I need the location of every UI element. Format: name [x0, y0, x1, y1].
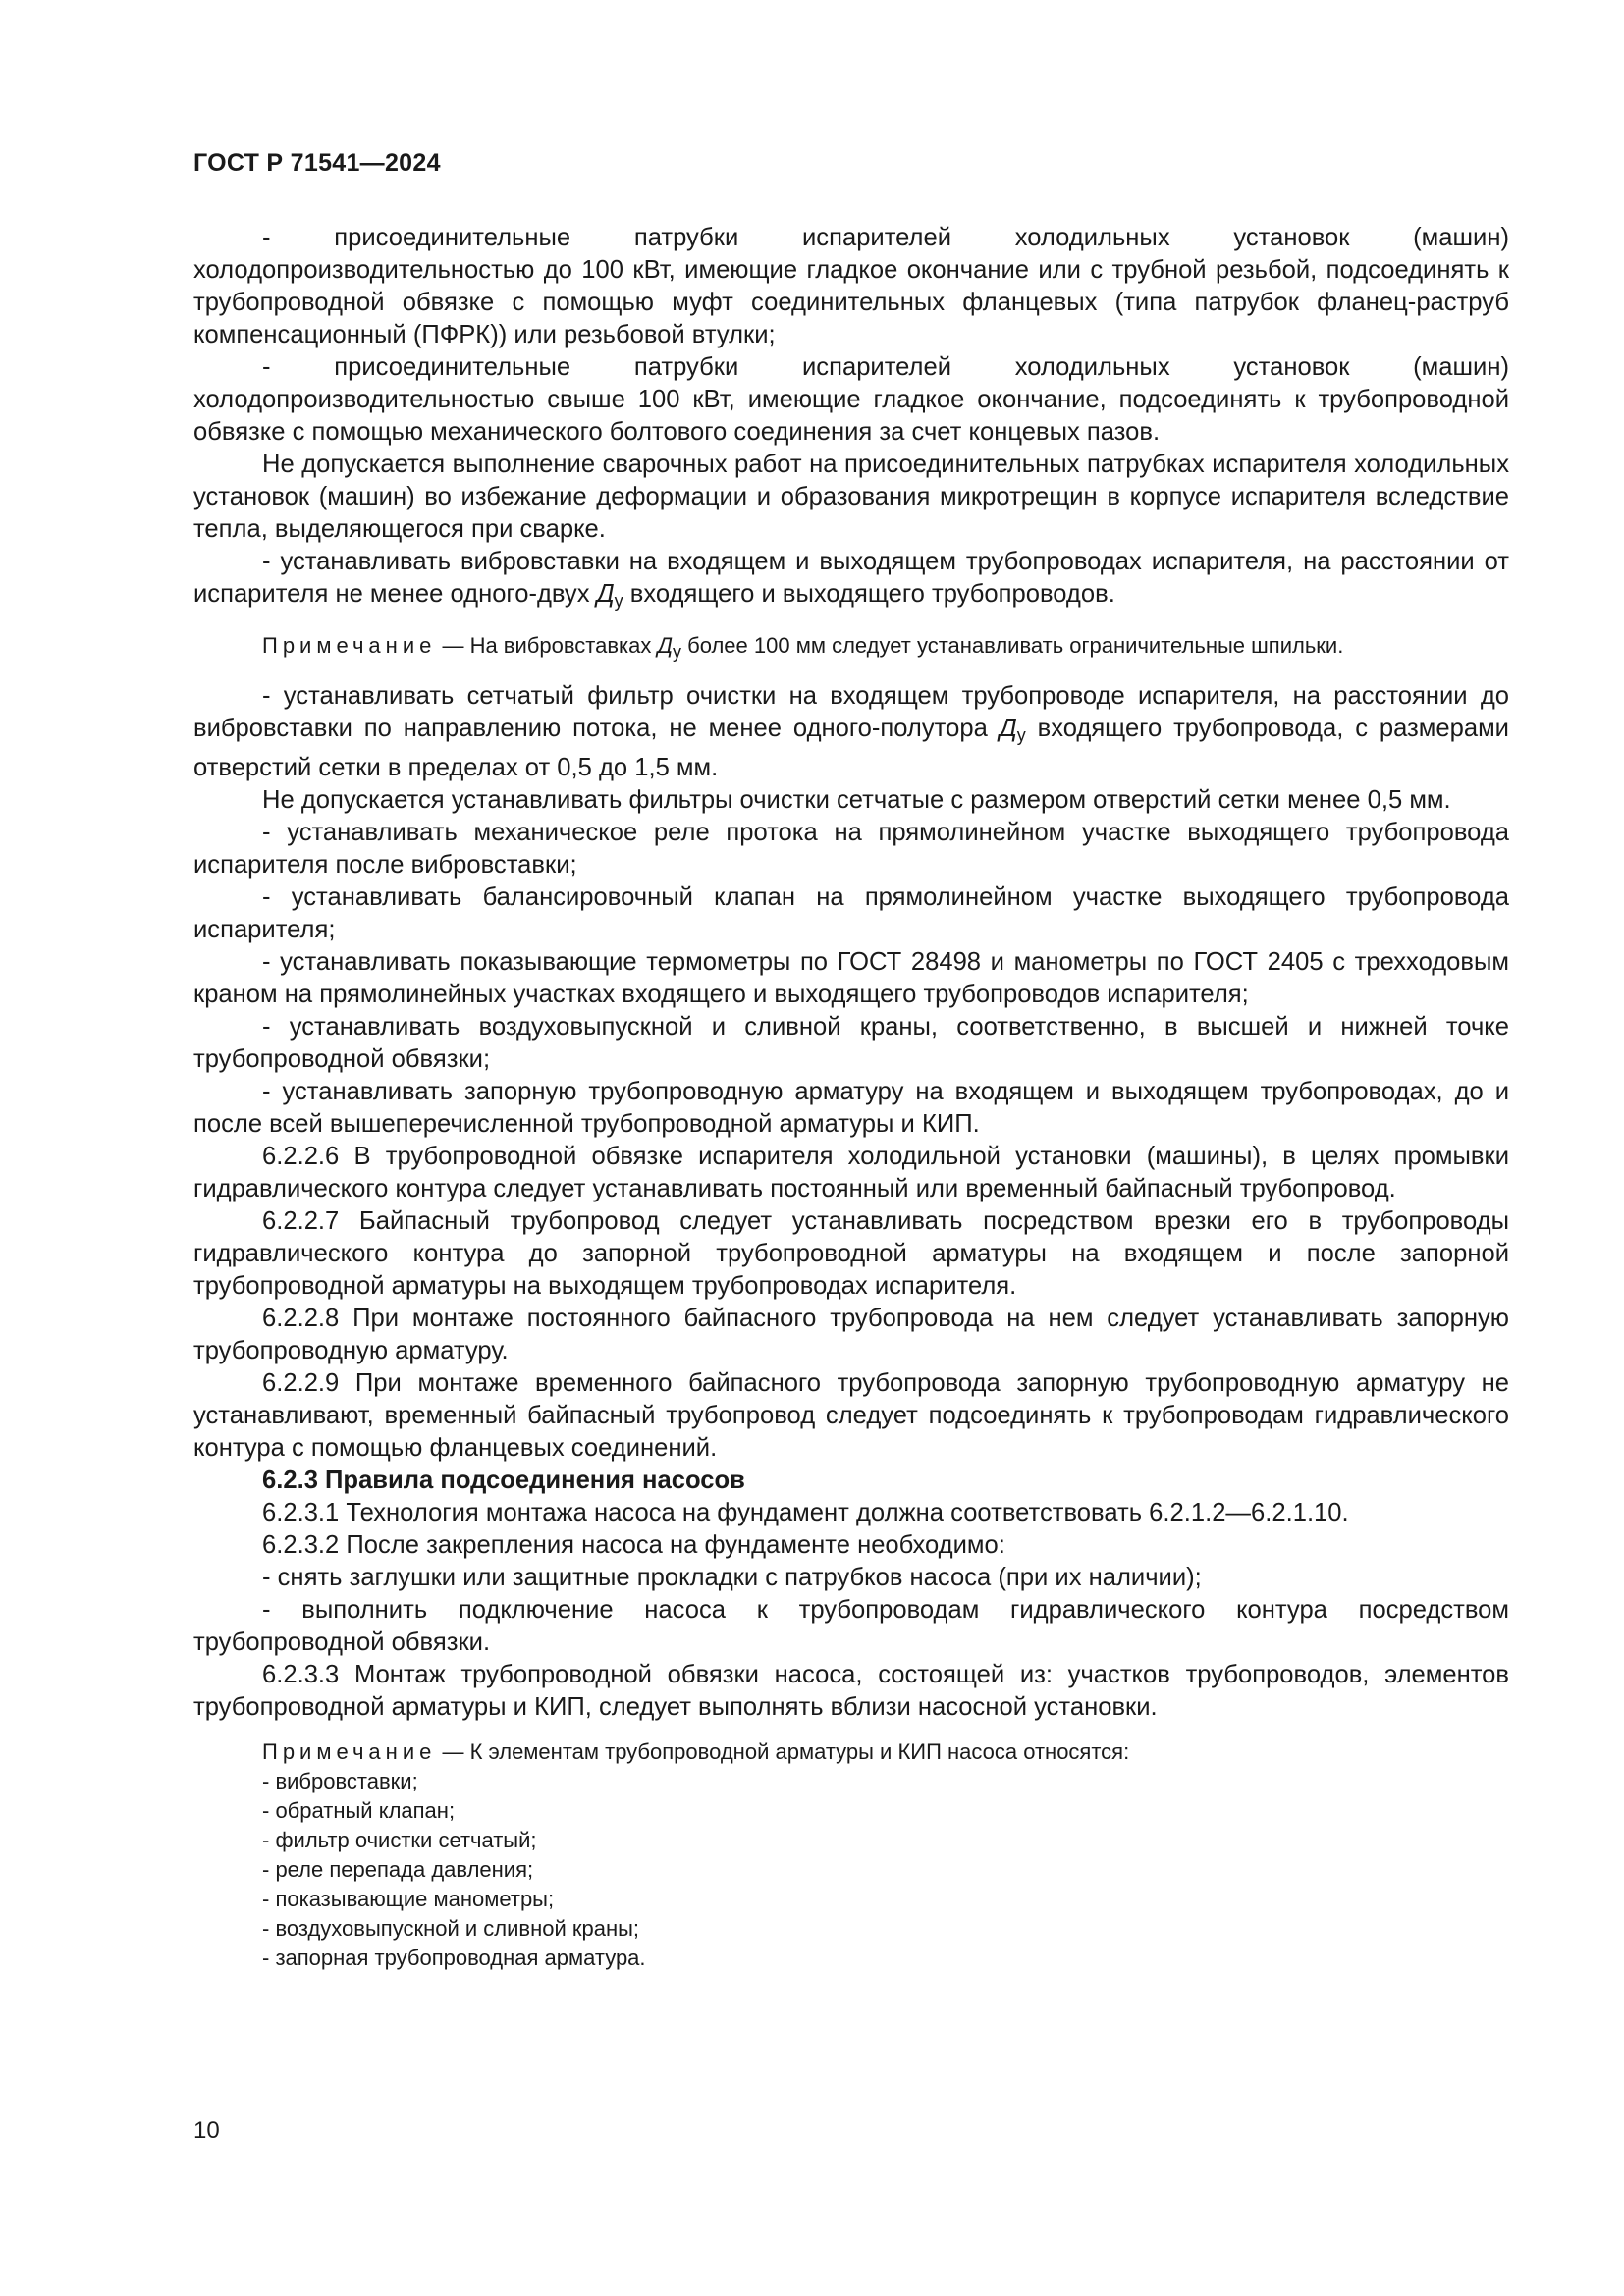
paragraph-filter	[193, 680, 1509, 784]
text-fragment: более 100 мм следует устанавливать ограничительные шпильки.	[681, 633, 1344, 658]
paragraph: 6.2.2.9 При монтаже временного байпасного трубопровода запорную трубопроводную арматуру не устанавливают, временный байпасный трубопровод следует подсоединять к трубопроводам гидравлического контура с помощью фланцевых соединений.	[193, 1369, 1509, 1462]
paragraph: 6.2.2.8 При монтаже постоянного байпасного трубопровода на нем следует устанавливать запорную трубопроводную арматуру.	[193, 1305, 1509, 1364]
paragraph: 6.2.2.7 Байпасный трубопровод следует устанавливать посредством врезки его в трубопроводы гидравлического контура до запорной трубопроводной арматуры на входящем и после запорной трубопроводной арматуры на выходящем трубопроводах испарителя.	[193, 1207, 1509, 1300]
paragraph: 6.2.3.1 Технология монтажа насоса на фундамент должна соответствовать 6.2.1.2—6.2.1.10.	[262, 1499, 1349, 1526]
paragraph: - устанавливать воздуховыпускной и сливной краны, соответственно, в высшей и нижней точке трубопроводной обвязки;	[193, 1013, 1509, 1073]
text-fragment: - устанавливать вибровставки на входящем и выходящем трубопроводах испарителя, на расстоянии от испарителя не менее одного-двух	[193, 548, 1509, 608]
paragraph: 6.2.3.2 После закрепления насоса на фундаменте необходимо:	[262, 1531, 1005, 1559]
paragraph-vibro	[193, 546, 1509, 617]
du-symbol: $Д_у$	[596, 580, 623, 611]
document-header-id: ГОСТ Р 71541—2024	[193, 149, 441, 177]
note-label: Примечание	[262, 633, 437, 658]
note-vibro	[193, 631, 1509, 667]
du-symbol: $Д_у$	[999, 715, 1026, 745]
paragraph: - присоединительные патрубки испарителей холодильных установок (машин) холодопроизводительностью до 100 кВт, имеющие гладкое окончание или с трубной резьбой, подсоединять к трубопроводной обвязке с помощью муфт соединительных фланцевых (типа патрубок фланец-раструб компенсационный (ПФРК)) или резьбовой втулки;	[193, 224, 1509, 348]
text-fragment: входящего трубопровода, с размерами отверстий сетки в пределах от 0,5 до 1,5 мм.	[193, 715, 1509, 781]
paragraph: Не допускается устанавливать фильтры очистки сетчатые с размером отверстий сетки менее 0,5 мм.	[262, 786, 1451, 814]
section-heading: 6.2.3 Правила подсоединения насосов	[262, 1467, 745, 1494]
paragraph: - выполнить подключение насоса к трубопроводам гидравлического контура посредством трубопроводной обвязки.	[193, 1596, 1509, 1656]
note-intro: Примечание — К элементам трубопроводной арматуры и КИП насоса относятся:	[262, 1739, 1130, 1764]
note-label: Примечание	[262, 1739, 437, 1764]
text-fragment: входящего и выходящего трубопроводов.	[623, 580, 1115, 608]
paragraph: - устанавливать запорную трубопроводную арматуру на входящем и выходящем трубопроводах, до и после всей вышеперечисленной трубопроводной арматуры и КИП.	[193, 1078, 1509, 1138]
list-item: - вибровставки;	[262, 1769, 418, 1793]
list-item: - воздуховыпускной и сливной краны;	[262, 1916, 640, 1941]
list-item: - обратный клапан;	[262, 1798, 456, 1823]
paragraph: - присоединительные патрубки испарителей холодильных установок (машин) холодопроизводительностью свыше 100 кВт, имеющие гладкое окончание, подсоединять к трубопроводной обвязке с помощью механического болтового соединения за счет концевых пазов.	[193, 353, 1509, 446]
list-item: - показывающие манометры;	[262, 1887, 555, 1911]
paragraph: - снять заглушки или защитные прокладки с патрубков насоса (при их наличии);	[262, 1564, 1202, 1591]
list-item: - фильтр очистки сетчатый;	[262, 1828, 537, 1852]
paragraph: Не допускается выполнение сварочных работ на присоединительных патрубках испарителя холодильных установок (машин) во избежание деформации и образования микротрещин в корпусе испарителя вследствие тепла, выделяющегося при сварке.	[193, 451, 1509, 543]
list-item: - реле перепада давления;	[262, 1857, 534, 1882]
page-number: 10	[193, 2117, 220, 2144]
du-symbol: $Д_у$	[657, 633, 681, 662]
paragraph: 6.2.2.6 В трубопроводной обвязке испарителя холодильной установки (машины), в целях промывки гидравлического контура следует устанавливать постоянный или временный байпасный трубопровод.	[193, 1143, 1509, 1202]
paragraph: - устанавливать балансировочный клапан на прямолинейном участке выходящего трубопровода испарителя;	[193, 883, 1509, 943]
note-pump-elements	[193, 1737, 1509, 1973]
paragraph: - устанавливать показывающие термометры по ГОСТ 28498 и манометры по ГОСТ 2405 с трехходовым краном на прямолинейных участках входящего и выходящего трубопроводов испарителя;	[193, 948, 1509, 1008]
paragraph: - устанавливать механическое реле протока на прямолинейном участке выходящего трубопровода испарителя после вибровставки;	[193, 819, 1509, 879]
list-item: - запорная трубопроводная арматура.	[262, 1946, 646, 1970]
text-fragment: - устанавливать сетчатый фильтр очистки на входящем трубопроводе испарителя, на расстоянии до вибровставки по направлению потока, не менее одного-полутора	[193, 682, 1509, 742]
document-body	[193, 222, 1509, 1973]
paragraph: 6.2.3.3 Монтаж трубопроводной обвязки насоса, состоящей из: участков трубопроводов, элементов трубопроводной арматуры и КИП, следует выполнять вблизи насосной установки.	[193, 1661, 1509, 1721]
text-fragment: — На вибровставках	[436, 633, 658, 658]
